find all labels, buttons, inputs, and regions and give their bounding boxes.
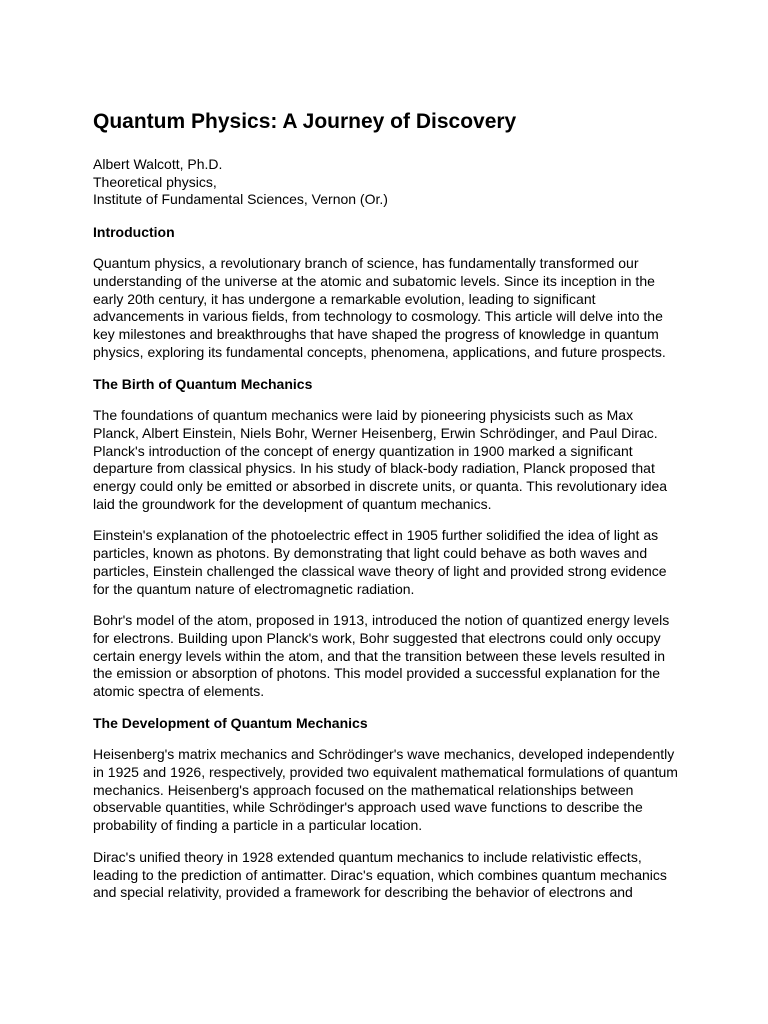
section-heading: The Development of Quantum Mechanics [93,714,368,731]
paragraph: Heisenberg's matrix mechanics and Schrödinger's wave mechanics, developed independently in 1925 and 1926, respectively, provided two equivalent mathematical formulations of quantum mechanics. Heisenberg's approach focused on the mathematical relationships between observable quantities, while Schrödinger's approach used wave functions to describe the probability of finding a particle in a particular location. [93,746,678,834]
author-name: Albert Walcott, Ph.D. [93,156,223,172]
author-field: Theoretical physics, [93,173,217,190]
paragraph: Dirac's unified theory in 1928 extended quantum mechanics to include relativistic effects, leading to the prediction of antimatter. Dirac's equation, which combines quantum mechanics and special relativity, provided a framework for describing the behavior of electrons and [93,848,667,901]
document-page [93,108,678,916]
section-heading: The Birth of Quantum Mechanics [93,375,313,392]
section-introduction [93,224,678,362]
author-institution: Institute of Fundamental Sciences, Vernon (Or.) [93,191,388,208]
section-development-of-quantum-mechanics [93,715,678,902]
paragraph: Einstein's explanation of the photoelectric effect in 1905 further solidified the idea of light as particles, known as photons. By demonstrating that light could behave as both waves and particles, Einstein challenged the classical wave theory of light and provided strong evidence for the quantum nature of electromagnetic radiation. [93,527,667,597]
section-birth-of-quantum-mechanics [93,376,678,701]
author-block [93,156,678,209]
paragraph: Bohr's model of the atom, proposed in 1913, introduced the notion of quantized energy levels for electrons. Building upon Planck's work, Bohr suggested that electrons could only occupy certain energy levels within the atom, and that the transition between these levels resulted in the emission or absorption of photons. This model provided a successful explanation for the atomic spectra of elements. [93,612,670,700]
document-title: Quantum Physics: A Journey of Discovery [93,110,517,133]
paragraph: The foundations of quantum mechanics were laid by pioneering physicists such as Max Planck, Albert Einstein, Niels Bohr, Werner Heisenberg, Erwin Schrödinger, and Paul Dirac. Planck's introduction of the concept of energy quantization in 1900 marked a significant departure from classical physics. In his study of black-body radiation, Planck proposed that energy could only be emitted or absorbed in discrete units, or quanta. This revolutionary idea laid the groundwork for the development of quantum mechanics. [93,407,668,512]
section-heading: Introduction [93,223,175,240]
paragraph: Quantum physics, a revolutionary branch of science, has fundamentally transformed our understanding of the universe at the atomic and subatomic levels. Since its inception in the early 20th century, it has undergone a remarkable evolution, leading to significant advancements in various fields, from technology to cosmology. This article will delve into the key milestones and breakthroughs that have shaped the progress of knowledge in quantum physics, exploring its fundamental concepts, phenomena, applications, and future prospects. [93,255,666,360]
